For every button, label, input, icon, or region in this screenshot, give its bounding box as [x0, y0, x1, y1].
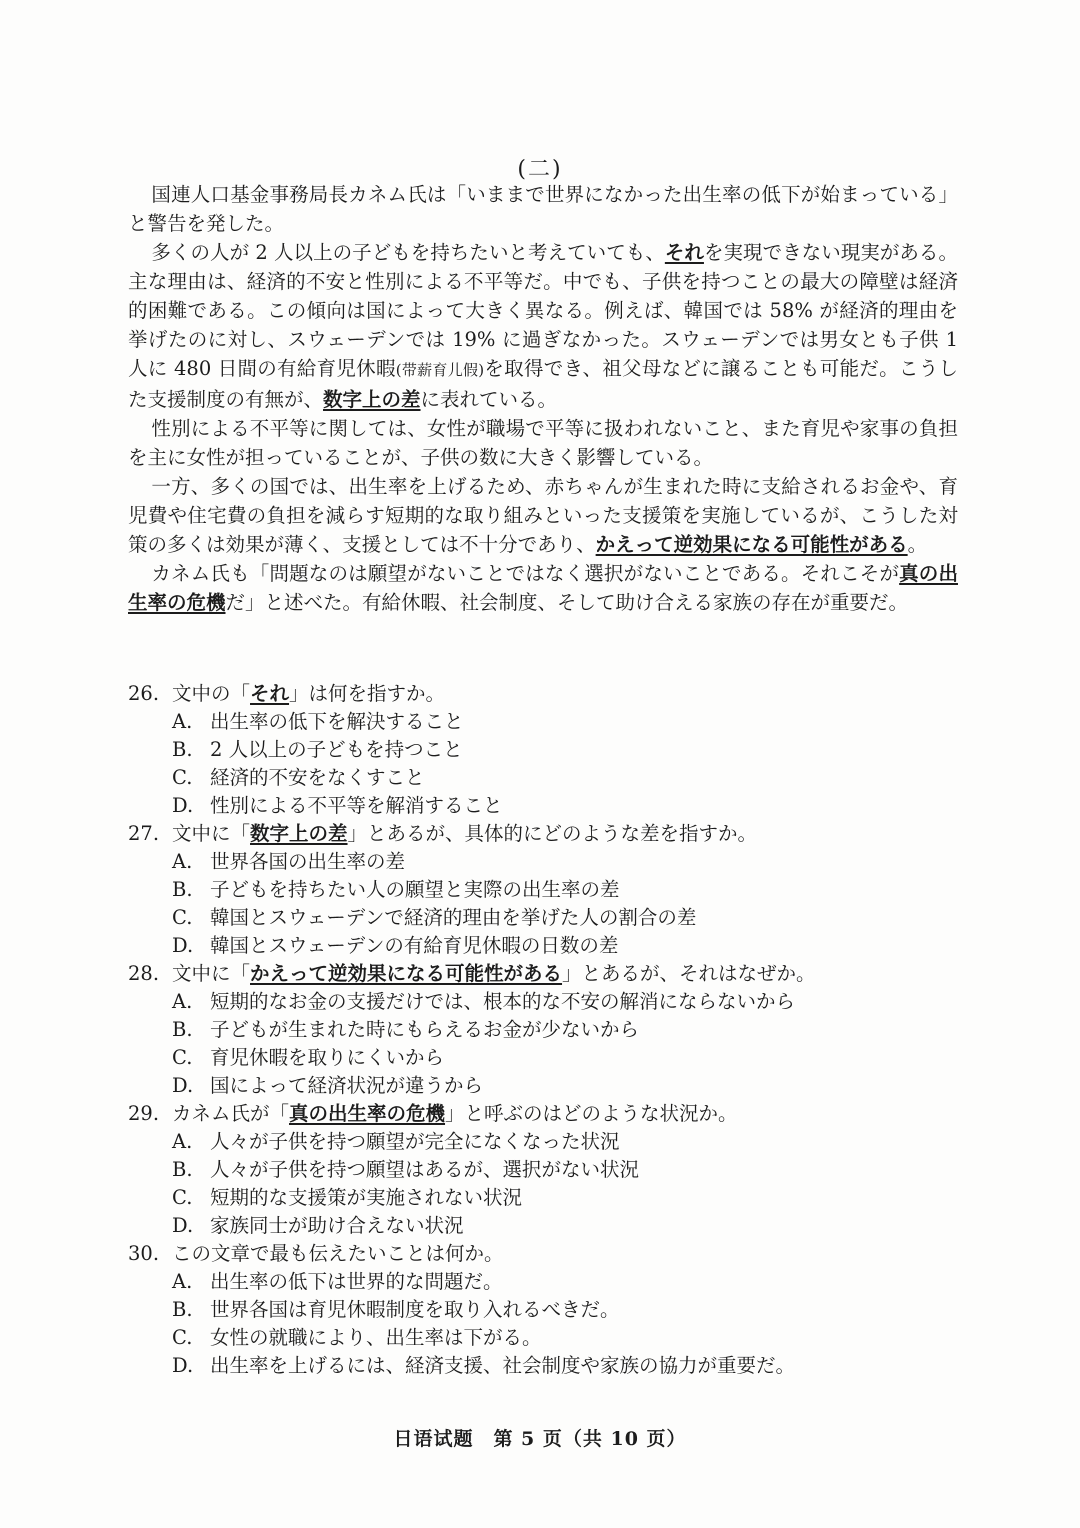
- option-text: 世界各国の出生率の差: [210, 850, 406, 873]
- option-text: 韓国とスウェーデンで経済的理由を挙げた人の割合の差: [210, 906, 697, 929]
- option-letter: B.: [172, 878, 193, 901]
- question-text: カネム氏が「真の出生率の危機」と呼ぶのはどのような状況か。: [172, 1102, 738, 1125]
- option-b[interactable]: [172, 1016, 958, 1044]
- passage-paragraph-2: [128, 238, 958, 414]
- option-c[interactable]: [172, 1324, 958, 1352]
- question-26: [128, 680, 958, 820]
- question-number: 26.: [128, 682, 160, 705]
- passage-text: 。: [907, 533, 928, 556]
- passage-text: を実現できない現実がある。主な理由は、経済的不安と性別による不平等だ。中でも、子供を持つことの最大の障壁は経済的困難である。この傾向は国によって大きく異なる。例えば、韓国では 58% が経済的理由を挙げたのに対し、スウェーデンでは 19% に過ぎなかった。スウェーデンでは男女とも子供 1 人に 480 日間の有給育児休暇: [128, 241, 958, 380]
- option-letter: D.: [172, 794, 194, 817]
- passage-text: だ」と述べた。有給休暇、社会制度、そして助け合える家族の存在が重要だ。: [225, 591, 909, 614]
- passage-text: に表れている。: [420, 388, 558, 411]
- option-letter: C.: [172, 1326, 193, 1349]
- passage-text: を取得でき、祖父母などに譲ることも可能だ。こうした支援制度の有無が、: [128, 357, 958, 411]
- passage-paragraph-3: [128, 414, 958, 472]
- option-d[interactable]: [172, 1352, 958, 1380]
- option-list: [172, 708, 958, 820]
- option-list: [172, 1128, 958, 1240]
- passage-text: カネム氏も「問題なのは願望がないことではなく選択がないことである。それこそが: [151, 562, 900, 585]
- option-list: [172, 848, 958, 960]
- option-d[interactable]: [172, 932, 958, 960]
- question-number: 27.: [128, 822, 160, 845]
- option-text: 育児休暇を取りにくいから: [210, 1046, 445, 1069]
- option-letter: A.: [172, 710, 193, 733]
- passage-text: 一方、多くの国では、出生率を上げるため、赤ちゃんが生まれた時に支給されるお金や、育児費や住宅費の負担を減らす短期的な取り組みといった支援策を実施しているが、こうした対策の多くは効果が薄く、支援としては不十分であり、: [128, 475, 958, 556]
- option-letter: A.: [172, 990, 193, 1013]
- option-a[interactable]: [172, 1128, 958, 1156]
- question-stem: [128, 960, 958, 988]
- passage-paragraph-5: [128, 559, 958, 617]
- option-text: 経済的不安をなくすこと: [210, 766, 425, 789]
- option-letter: C.: [172, 1046, 193, 1069]
- question-number: 30.: [128, 1242, 160, 1265]
- question-stem: [128, 1240, 958, 1268]
- question-27: [128, 820, 958, 960]
- underlined-phrase-suuji: 数字上の差: [323, 388, 421, 411]
- option-a[interactable]: [172, 1268, 958, 1296]
- option-c[interactable]: [172, 904, 958, 932]
- underlined-phrase-sore: それ: [664, 241, 704, 264]
- option-letter: D.: [172, 1214, 194, 1237]
- question-number: 28.: [128, 962, 160, 985]
- option-text: 女性の就職により、出生率は下がる。: [210, 1326, 542, 1349]
- page-footer: 日语试题 第 5 页（共 10 页）: [393, 1428, 687, 1450]
- option-list: [172, 1268, 958, 1380]
- chinese-annotation: (带薪育儿假): [395, 361, 485, 379]
- option-letter: C.: [172, 906, 193, 929]
- option-text: 人々が子供を持つ願望はあるが、選択がない状況: [210, 1158, 640, 1181]
- option-b[interactable]: [172, 1296, 958, 1324]
- underlined-phrase-kiki: 真の出生率の危機: [128, 562, 958, 614]
- option-text: 人々が子供を持つ願望が完全になくなった状況: [210, 1130, 620, 1153]
- question-text: 文中の「それ」は何を指すか。: [172, 682, 446, 705]
- option-text: 2 人以上の子どもを持つこと: [210, 738, 463, 761]
- option-letter: B.: [172, 738, 193, 761]
- option-text: 国によって経済状況が違うから: [210, 1074, 484, 1097]
- option-letter: A.: [172, 1130, 193, 1153]
- option-a[interactable]: [172, 848, 958, 876]
- question-30: [128, 1240, 958, 1380]
- option-letter: A.: [172, 850, 193, 873]
- option-letter: C.: [172, 1186, 193, 1209]
- option-a[interactable]: [172, 708, 958, 736]
- option-letter: D.: [172, 1074, 194, 1097]
- question-stem: [128, 1100, 958, 1128]
- question-28: [128, 960, 958, 1100]
- passage-text: 国連人口基金事務局長カネム氏は「いままで世界になかった出生率の低下が始まっている」と警告を発した。: [128, 183, 958, 235]
- question-29: [128, 1100, 958, 1240]
- option-text: 子どもが生まれた時にもらえるお金が少ないから: [210, 1018, 640, 1041]
- option-d[interactable]: [172, 1212, 958, 1240]
- question-text: この文章で最も伝えたいことは何か。: [172, 1242, 504, 1265]
- option-text: 子どもを持ちたい人の願望と実際の出生率の差: [210, 878, 620, 901]
- option-text: 出生率の低下を解決すること: [210, 710, 464, 733]
- question-stem: [128, 820, 958, 848]
- option-c[interactable]: [172, 1184, 958, 1212]
- option-letter: B.: [172, 1158, 193, 1181]
- question-text: 文中に「かえって逆効果になる可能性がある」とあるが、それはなぜか。: [172, 962, 816, 985]
- option-letter: A.: [172, 1270, 193, 1293]
- option-text: 世界各国は育児休暇制度を取り入れるべきだ。: [210, 1298, 620, 1321]
- option-d[interactable]: [172, 792, 958, 820]
- option-d[interactable]: [172, 1072, 958, 1100]
- option-letter: C.: [172, 766, 193, 789]
- option-text: 家族同士が助け合えない状況: [210, 1214, 464, 1237]
- option-text: 短期的な支援策が実施されない状況: [210, 1186, 523, 1209]
- option-a[interactable]: [172, 988, 958, 1016]
- reading-passage: [128, 180, 958, 617]
- option-text: 短期的なお金の支援だけでは、根本的な不安の解消にならないから: [210, 990, 796, 1013]
- section-title: (二): [517, 157, 563, 182]
- option-letter: B.: [172, 1298, 193, 1321]
- option-letter: D.: [172, 934, 194, 957]
- passage-text: 多くの人が 2 人以上の子どもを持ちたいと考えていても、: [151, 241, 665, 264]
- question-text: 文中に「数字上の差」とあるが、具体的にどのような差を指すか。: [172, 822, 758, 845]
- option-list: [172, 988, 958, 1100]
- option-b[interactable]: [172, 1156, 958, 1184]
- option-letter: B.: [172, 1018, 193, 1041]
- option-text: 性別による不平等を解消すること: [210, 794, 503, 817]
- option-c[interactable]: [172, 1044, 958, 1072]
- question-number: 29.: [128, 1102, 160, 1125]
- passage-text: 性別による不平等に関しては、女性が職場で平等に扱われないこと、また育児や家事の負担を主に女性が担っていることが、子供の数に大きく影響している。: [128, 417, 958, 469]
- option-text: 韓国とスウェーデンの有給育児休暇の日数の差: [210, 934, 619, 957]
- question-stem: [128, 680, 958, 708]
- option-b[interactable]: [172, 736, 958, 764]
- option-text: 出生率を上げるには、経済支援、社会制度や家族の協力が重要だ。: [210, 1354, 796, 1377]
- option-letter: D.: [172, 1354, 194, 1377]
- passage-paragraph-4: [128, 472, 958, 559]
- passage-paragraph-1: [128, 180, 958, 238]
- question-list: [128, 680, 958, 1380]
- option-text: 出生率の低下は世界的な問題だ。: [210, 1270, 503, 1293]
- underlined-phrase-gyakukouka: かえって逆効果になる可能性がある: [595, 533, 908, 556]
- option-b[interactable]: [172, 876, 958, 904]
- option-c[interactable]: [172, 764, 958, 792]
